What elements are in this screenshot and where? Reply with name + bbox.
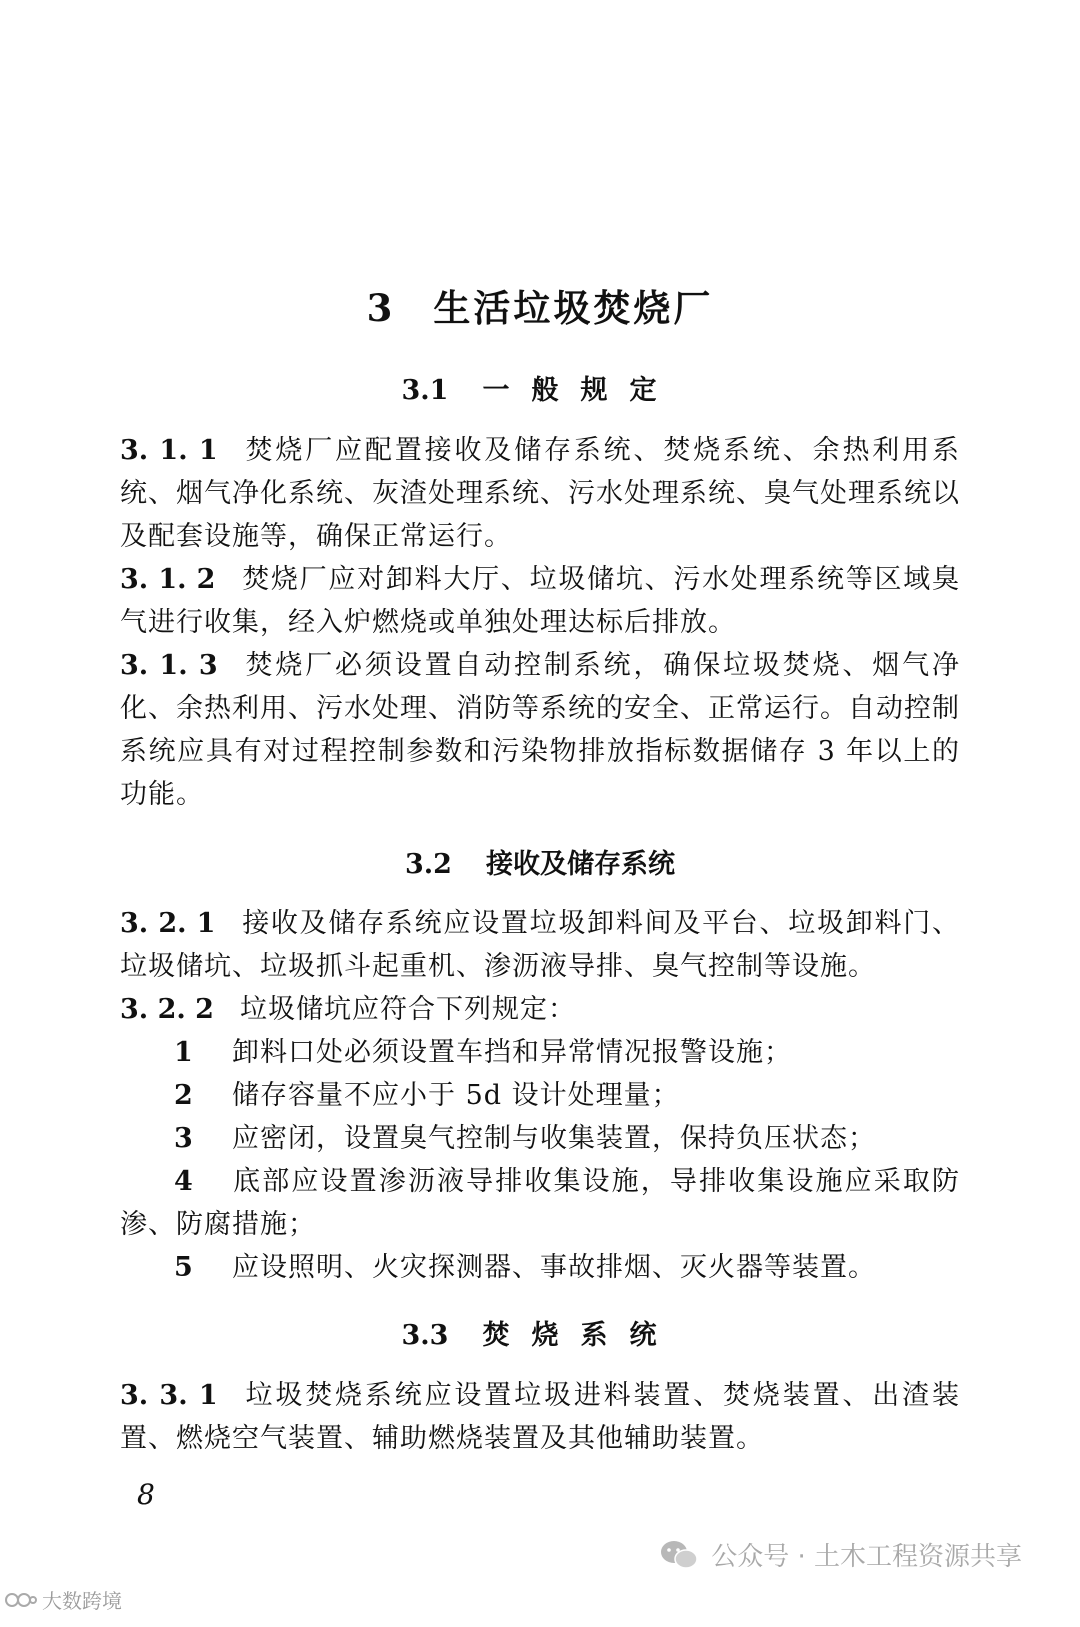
clause-number: 3. 3. 1 [120, 1380, 218, 1411]
list-item-number: 5 [174, 1252, 194, 1283]
clause-3-1-1 [120, 429, 960, 558]
section-heading-3-3 [0, 1313, 1080, 1352]
list-item-number: 1 [174, 1037, 194, 1068]
clause-number: 3. 1. 2 [120, 564, 216, 595]
chapter-title [0, 278, 1080, 332]
section-title: 焚烧系统 [482, 1320, 679, 1351]
clause-number: 3. 1. 3 [120, 650, 218, 681]
list-item [120, 1074, 960, 1117]
list-item-text: 应设照明、火灾探测器、事故排烟、灭火器等装置。 [232, 1252, 876, 1283]
list-item-text: 储存容量不应小于 5d 设计处理量； [232, 1080, 680, 1111]
clause-number: 3. 2. 1 [120, 908, 216, 939]
clause-text: 垃圾焚烧系统应设置垃圾进料装置、焚烧装置、出渣装置、燃烧空气装置、辅助燃烧装置及其他辅助装置。 [120, 1380, 960, 1454]
clause-number: 3. 1. 1 [120, 435, 218, 466]
list-item [120, 1117, 960, 1160]
wechat-icon [659, 1539, 699, 1571]
section-number: 3.2 [405, 849, 452, 880]
section-title: 接收及储存系统 [485, 849, 675, 880]
clause-text: 焚烧厂应对卸料大厅、垃圾储坑、污水处理系统等区域臭气进行收集，经入炉燃烧或单独处理达标后排放。 [120, 564, 960, 638]
list-item-number: 3 [174, 1123, 194, 1154]
section-number: 3.3 [401, 1320, 449, 1351]
list-item [120, 1246, 960, 1289]
clause-3-2-1 [120, 902, 960, 988]
page-number: 8 [137, 1478, 155, 1511]
section-heading-3-1 [0, 368, 1080, 407]
section-number: 3.1 [401, 375, 449, 406]
clause-text: 焚烧厂必须设置自动控制系统，确保垃圾焚烧、烟气净化、余热利用、污水处理、消防等系统的安全、正常运行。自动控制系统应具有对过程控制参数和污染物排放指标数据储存 3 年以上的功能。 [120, 650, 960, 810]
clause-number: 3. 2. 2 [120, 994, 214, 1025]
clause-3-3-1 [120, 1374, 960, 1460]
watermark-right-text: 公众号 · 土木工程资源共享 [711, 1542, 1022, 1572]
clause-3-1-3 [120, 644, 960, 816]
list-item-number: 2 [174, 1080, 194, 1111]
watermark-left-text: 大数跨境 [42, 1589, 122, 1613]
list-item-text: 应密闭，设置臭气控制与收集装置，保持负压状态； [232, 1123, 876, 1154]
list-item-number: 4 [174, 1166, 194, 1197]
logo-icon [4, 1589, 38, 1611]
list-item [120, 1160, 960, 1246]
clause-text: 垃圾储坑应符合下列规定： [239, 994, 576, 1025]
section-heading-3-2 [0, 842, 1080, 881]
clause-text: 接收及储存系统应设置垃圾卸料间及平台、垃圾卸料门、垃圾储坑、垃圾抓斗起重机、渗沥液导排、臭气控制等设施。 [120, 908, 960, 982]
watermark-right [659, 1536, 1022, 1573]
chapter-number: 3 [366, 286, 396, 330]
list-item-text: 底部应设置渗沥液导排收集设施，导排收集设施应采取防渗、防腐措施； [120, 1166, 960, 1240]
clause-3-2-2 [120, 988, 960, 1031]
clause-3-1-2 [120, 558, 960, 644]
list-item-text: 卸料口处必须设置车挡和异常情况报警设施； [232, 1037, 792, 1068]
section-title: 一般规定 [482, 375, 679, 406]
clause-text: 焚烧厂应配置接收及储存系统、焚烧系统、余热利用系统、烟气净化系统、灰渣处理系统、污水处理系统、臭气处理系统以及配套设施等，确保正常运行。 [120, 435, 960, 552]
chapter-title-text: 生活垃圾焚烧厂 [433, 286, 714, 330]
watermark-left [4, 1585, 122, 1614]
list-item [120, 1031, 960, 1074]
